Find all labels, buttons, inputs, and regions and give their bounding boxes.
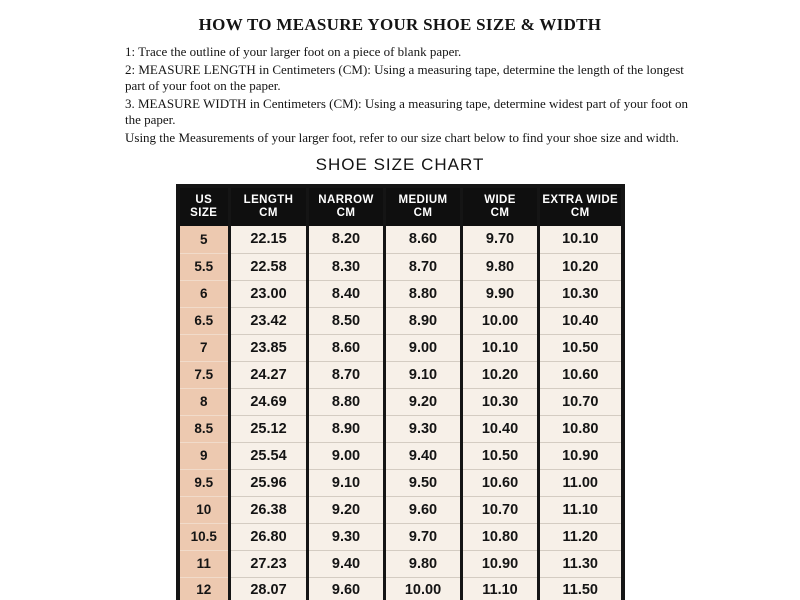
value-cell: 24.27 xyxy=(230,361,308,388)
value-cell: 24.69 xyxy=(230,388,308,415)
instruction-line: 3. MEASURE WIDTH in Centimeters (CM): Using a measuring tape, determine widest part of your foot on the paper. xyxy=(125,96,688,127)
instructions xyxy=(125,44,697,146)
value-cell: 10.40 xyxy=(462,415,539,442)
value-cell: 11.00 xyxy=(539,469,623,496)
size-cell: 9.5 xyxy=(178,469,230,496)
value-cell: 8.70 xyxy=(308,361,385,388)
value-cell: 8.30 xyxy=(308,253,385,280)
value-cell: 8.20 xyxy=(308,226,385,253)
size-cell: 10 xyxy=(178,496,230,523)
size-chart-title: SHOE SIZE CHART xyxy=(315,155,485,174)
table-row xyxy=(178,226,623,253)
value-cell: 9.40 xyxy=(308,550,385,577)
value-cell: 10.20 xyxy=(462,361,539,388)
value-cell: 26.80 xyxy=(230,523,308,550)
value-cell: 10.80 xyxy=(539,415,623,442)
table-row xyxy=(178,280,623,307)
value-cell: 10.00 xyxy=(462,307,539,334)
value-cell: 8.80 xyxy=(385,280,462,307)
size-cell: 6 xyxy=(178,280,230,307)
value-cell: 10.50 xyxy=(539,334,623,361)
value-cell: 10.10 xyxy=(462,334,539,361)
value-cell: 10.10 xyxy=(539,226,623,253)
value-cell: 9.30 xyxy=(308,523,385,550)
value-cell: 8.70 xyxy=(385,253,462,280)
table-row xyxy=(178,361,623,388)
value-cell: 9.20 xyxy=(308,496,385,523)
instruction-line: Using the Measurements of your larger foot, refer to our size chart below to find your shoe size and width. xyxy=(125,130,679,145)
value-cell: 10.60 xyxy=(539,361,623,388)
value-cell: 8.80 xyxy=(308,388,385,415)
value-cell: 10.30 xyxy=(462,388,539,415)
value-cell: 22.15 xyxy=(230,226,308,253)
value-cell: 9.80 xyxy=(385,550,462,577)
table-row xyxy=(178,523,623,550)
value-cell: 11.10 xyxy=(539,496,623,523)
table-row xyxy=(178,415,623,442)
value-cell: 9.60 xyxy=(385,496,462,523)
value-cell: 26.38 xyxy=(230,496,308,523)
value-cell: 10.90 xyxy=(462,550,539,577)
table-header-cell: LENGTH CM xyxy=(230,186,308,226)
size-cell: 12 xyxy=(178,577,230,600)
value-cell: 9.10 xyxy=(308,469,385,496)
value-cell: 25.96 xyxy=(230,469,308,496)
value-cell: 10.00 xyxy=(385,577,462,600)
value-cell: 8.90 xyxy=(308,415,385,442)
shoe-size-table xyxy=(176,184,625,600)
value-cell: 11.10 xyxy=(462,577,539,600)
table-row xyxy=(178,388,623,415)
table-row xyxy=(178,442,623,469)
table-row xyxy=(178,577,623,600)
value-cell: 10.30 xyxy=(539,280,623,307)
value-cell: 11.30 xyxy=(539,550,623,577)
value-cell: 10.60 xyxy=(462,469,539,496)
size-cell: 7 xyxy=(178,334,230,361)
table-body xyxy=(178,226,623,600)
table-row xyxy=(178,253,623,280)
value-cell: 8.50 xyxy=(308,307,385,334)
table-header-cell: US SIZE xyxy=(178,186,230,226)
value-cell: 9.90 xyxy=(462,280,539,307)
size-cell: 5 xyxy=(178,226,230,253)
size-cell: 8 xyxy=(178,388,230,415)
value-cell: 9.30 xyxy=(385,415,462,442)
value-cell: 9.60 xyxy=(308,577,385,600)
value-cell: 9.10 xyxy=(385,361,462,388)
value-cell: 11.50 xyxy=(539,577,623,600)
size-cell: 9 xyxy=(178,442,230,469)
value-cell: 10.50 xyxy=(462,442,539,469)
table-row xyxy=(178,496,623,523)
value-cell: 10.70 xyxy=(462,496,539,523)
value-cell: 10.20 xyxy=(539,253,623,280)
value-cell: 8.60 xyxy=(385,226,462,253)
size-cell: 5.5 xyxy=(178,253,230,280)
value-cell: 8.90 xyxy=(385,307,462,334)
value-cell: 27.23 xyxy=(230,550,308,577)
table-row xyxy=(178,334,623,361)
table-row xyxy=(178,469,623,496)
value-cell: 25.12 xyxy=(230,415,308,442)
instruction-line: 2: MEASURE LENGTH in Centimeters (CM): Using a measuring tape, determine the length of the longest part of your foot on the paper. xyxy=(125,62,684,93)
size-cell: 11 xyxy=(178,550,230,577)
table-row xyxy=(178,307,623,334)
value-cell: 25.54 xyxy=(230,442,308,469)
instruction-line: 1: Trace the outline of your larger foot on a piece of blank paper. xyxy=(125,44,462,59)
value-cell: 11.20 xyxy=(539,523,623,550)
value-cell: 10.90 xyxy=(539,442,623,469)
value-cell: 10.40 xyxy=(539,307,623,334)
table-header-row xyxy=(178,186,623,226)
value-cell: 9.80 xyxy=(462,253,539,280)
value-cell: 9.70 xyxy=(462,226,539,253)
value-cell: 23.42 xyxy=(230,307,308,334)
table-header-cell: WIDE CM xyxy=(462,186,539,226)
value-cell: 10.70 xyxy=(539,388,623,415)
value-cell: 8.60 xyxy=(308,334,385,361)
value-cell: 9.70 xyxy=(385,523,462,550)
value-cell: 9.50 xyxy=(385,469,462,496)
table-header-cell: EXTRA WIDE CM xyxy=(539,186,623,226)
value-cell: 10.80 xyxy=(462,523,539,550)
value-cell: 23.00 xyxy=(230,280,308,307)
table-header-cell: NARROW CM xyxy=(308,186,385,226)
table-header-cell: MEDIUM CM xyxy=(385,186,462,226)
value-cell: 9.00 xyxy=(385,334,462,361)
value-cell: 9.20 xyxy=(385,388,462,415)
value-cell: 23.85 xyxy=(230,334,308,361)
size-cell: 6.5 xyxy=(178,307,230,334)
size-cell: 8.5 xyxy=(178,415,230,442)
value-cell: 9.40 xyxy=(385,442,462,469)
value-cell: 9.00 xyxy=(308,442,385,469)
value-cell: 22.58 xyxy=(230,253,308,280)
table-row xyxy=(178,550,623,577)
size-cell: 10.5 xyxy=(178,523,230,550)
value-cell: 28.07 xyxy=(230,577,308,600)
page-title: HOW TO MEASURE YOUR SHOE SIZE & WIDTH xyxy=(198,15,602,34)
value-cell: 8.40 xyxy=(308,280,385,307)
size-cell: 7.5 xyxy=(178,361,230,388)
